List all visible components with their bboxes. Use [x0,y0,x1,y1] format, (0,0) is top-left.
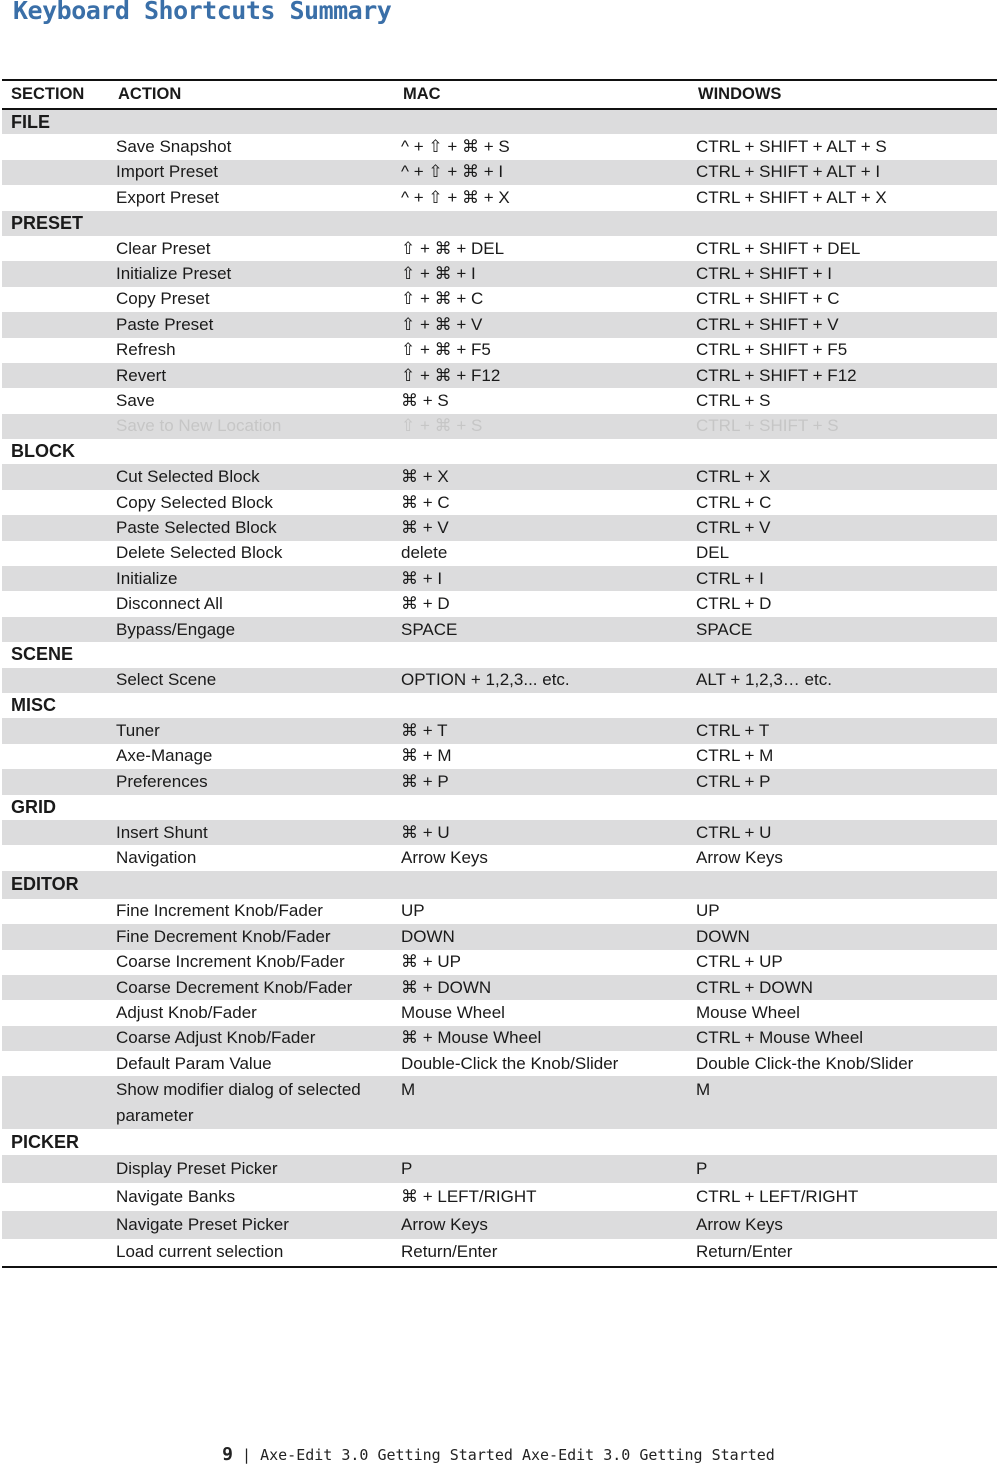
action-cell: Fine Decrement Knob/Fader [109,924,394,949]
empty-cell [394,693,689,718]
empty-cell [2,950,109,975]
windows-shortcut-cell: CTRL + T [689,718,997,743]
action-cell: Preferences [109,769,394,794]
windows-shortcut-cell: CTRL + SHIFT + ALT + S [696,137,887,157]
section-row-grid [2,795,997,820]
action-cell: Cut Selected Block [109,464,394,489]
mac-shortcut-cell: ⌘ + S [401,390,449,410]
table-row [2,464,997,489]
table-row [2,566,997,591]
windows-shortcut-cell: SPACE [689,617,997,642]
empty-cell [689,109,997,134]
table-row [2,338,997,363]
table-row [2,769,997,794]
windows-shortcut-cell: CTRL + M [696,746,774,766]
windows-shortcut-cell: CTRL + SHIFT + DEL [696,238,861,258]
mac-shortcut-cell: ⇧ + ⌘ + I [394,261,689,286]
empty-cell [109,109,394,134]
table-body [2,109,997,1267]
section-row-editor [2,871,997,899]
empty-cell [394,642,689,667]
table-row [2,1000,997,1025]
section-row-block [2,439,997,464]
empty-cell [2,515,109,540]
table-row [2,388,997,413]
empty-cell [394,1129,689,1154]
mac-shortcut-cell: ⌘ + P [394,769,689,794]
section-label: GRID [11,796,56,817]
empty-cell [109,795,394,820]
section-label: BLOCK [11,441,75,462]
table-row [2,541,997,566]
empty-cell [689,642,997,667]
empty-cell [2,185,109,210]
table-header-row [2,80,997,109]
empty-cell [2,388,109,413]
mac-shortcut-cell: ⌘ + LEFT/RIGHT [401,1186,537,1206]
table-row [2,134,997,159]
windows-shortcut-cell: CTRL + SHIFT + ALT + I [689,160,997,185]
mac-shortcut-cell: ^ + ⇧ + ⌘ + X [401,187,510,207]
action-cell: Axe-Manage [116,746,213,766]
empty-cell [2,261,109,286]
table-row [2,414,997,439]
mac-shortcut-cell: ⇧ + ⌘ + C [401,289,484,309]
action-cell: Clear Preset [116,238,211,258]
action-cell: Initialize Preset [109,261,394,286]
windows-shortcut-cell: CTRL + SHIFT + C [696,289,840,309]
windows-shortcut-cell: CTRL + LEFT/RIGHT [696,1186,859,1206]
empty-cell [2,363,109,388]
empty-cell [689,211,997,236]
empty-cell [2,769,109,794]
action-cell: Save to New Location [109,414,394,439]
empty-cell [2,744,109,769]
action-cell: Save [116,390,155,410]
column-header-action: ACTION [118,85,182,103]
table-row [2,924,997,949]
action-cell: Navigate Preset Picker [109,1211,394,1239]
windows-shortcut-cell: CTRL + SHIFT + V [689,312,997,337]
empty-cell [2,1211,109,1239]
empty-cell [2,414,109,439]
action-cell: Insert Shunt [109,820,394,845]
windows-shortcut-cell: Double Click-the Knob/Slider [696,1053,914,1073]
table-row [2,1239,997,1267]
mac-shortcut-cell: ^ + ⇧ + ⌘ + S [401,137,510,157]
mac-shortcut-cell: ⇧ + ⌘ + F5 [401,340,491,360]
windows-shortcut-cell: CTRL + X [689,464,997,489]
empty-cell [2,924,109,949]
section-row-scene [2,642,997,667]
mac-shortcut-cell: ⌘ + C [401,492,450,512]
mac-shortcut-cell: Return/Enter [401,1242,498,1262]
empty-cell [2,490,109,515]
mac-shortcut-cell: DOWN [394,924,689,949]
section-row-file [2,109,997,134]
action-cell: Show modifier dialog of selected parameter [109,1076,394,1129]
action-cell: Navigation [116,848,197,868]
table-row [2,160,997,185]
empty-cell [689,1129,997,1154]
windows-shortcut-cell: DOWN [689,924,997,949]
mac-shortcut-cell: ⇧ + ⌘ + V [394,312,689,337]
table-row [2,363,997,388]
empty-cell [2,338,109,363]
section-label: EDITOR [2,871,109,899]
action-cell: Disconnect All [116,594,223,614]
table-row [2,899,997,924]
column-header-mac: MAC [403,85,441,103]
windows-shortcut-cell: CTRL + S [696,390,771,410]
action-cell: Tuner [109,718,394,743]
mac-shortcut-cell: ⌘ + M [401,746,452,766]
windows-shortcut-cell: CTRL + UP [696,952,783,972]
action-cell: Initialize [109,566,394,591]
action-cell: Coarse Adjust Knob/Fader [109,1026,394,1051]
action-cell: Coarse Decrement Knob/Fader [109,975,394,1000]
empty-cell [2,236,109,261]
action-cell: Delete Selected Block [116,543,283,563]
footer-text: | Axe-Edit 3.0 Getting Started Axe-Edit 3.0 Getting Started [232,1446,775,1464]
section-row-picker [2,1129,997,1154]
table-row [2,490,997,515]
table-row [2,718,997,743]
empty-cell [2,1000,109,1025]
action-cell: Load current selection [116,1242,284,1262]
windows-shortcut-cell: ALT + 1,2,3… etc. [689,668,997,693]
windows-shortcut-cell: CTRL + P [689,769,997,794]
table-row [2,1155,997,1183]
action-cell: Copy Selected Block [116,492,273,512]
windows-shortcut-cell: CTRL + U [689,820,997,845]
action-cell: Fine Increment Knob/Fader [116,901,323,921]
page-footer [0,1444,997,1465]
section-label: FILE [2,109,109,134]
table-row [2,617,997,642]
empty-cell [689,871,997,899]
empty-cell [689,795,997,820]
table-row [2,236,997,261]
table-row [2,1026,997,1051]
action-cell: Refresh [116,340,176,360]
mac-shortcut-cell: ⇧ + ⌘ + S [394,414,689,439]
column-header-windows: WINDOWS [698,85,782,103]
section-label: PRESET [2,211,109,236]
empty-cell [2,1183,109,1211]
section-row-misc [2,693,997,718]
section-label: SCENE [11,644,74,665]
action-cell: Save Snapshot [116,137,232,157]
empty-cell [2,1155,109,1183]
empty-cell [689,439,997,464]
windows-shortcut-cell: P [689,1155,997,1183]
mac-shortcut-cell: P [394,1155,689,1183]
table-row [2,744,997,769]
table-row [2,668,997,693]
windows-shortcut-cell: CTRL + SHIFT + I [689,261,997,286]
mac-shortcut-cell: M [394,1076,689,1129]
action-cell: Navigate Banks [116,1186,236,1206]
empty-cell [2,160,109,185]
mac-shortcut-cell: ⌘ + I [394,566,689,591]
empty-cell [689,693,997,718]
windows-shortcut-cell: Mouse Wheel [696,1002,800,1022]
action-cell: Import Preset [109,160,394,185]
mac-shortcut-cell: ⌘ + Mouse Wheel [394,1026,689,1051]
action-cell: Bypass/Engage [109,617,394,642]
table-row [2,591,997,616]
empty-cell [2,541,109,566]
windows-shortcut-cell: Arrow Keys [689,1211,997,1239]
mac-shortcut-cell: ⌘ + DOWN [394,975,689,1000]
empty-cell [2,134,109,159]
empty-cell [2,1076,109,1129]
empty-cell [2,287,109,312]
empty-cell [2,899,109,924]
empty-cell [109,642,394,667]
table-row [2,312,997,337]
windows-shortcut-cell: Arrow Keys [696,848,783,868]
action-cell: Adjust Knob/Fader [116,1002,257,1022]
windows-shortcut-cell: CTRL + I [689,566,997,591]
mac-shortcut-cell: ^ + ⇧ + ⌘ + I [394,160,689,185]
empty-cell [2,312,109,337]
empty-cell [2,718,109,743]
page-number: 9 [222,1444,233,1465]
empty-cell [2,820,109,845]
table-row [2,1183,997,1211]
action-cell: Export Preset [116,187,219,207]
mac-shortcut-cell: ⌘ + X [394,464,689,489]
windows-shortcut-cell: Return/Enter [696,1242,793,1262]
mac-shortcut-cell: Double-Click the Knob/Slider [401,1053,619,1073]
empty-cell [2,1026,109,1051]
windows-shortcut-cell: M [689,1076,997,1129]
action-cell: Revert [109,363,394,388]
empty-cell [2,566,109,591]
windows-shortcut-cell: CTRL + Mouse Wheel [689,1026,997,1051]
windows-shortcut-cell: CTRL + SHIFT + F12 [689,363,997,388]
empty-cell [2,668,109,693]
mac-shortcut-cell: ⌘ + U [394,820,689,845]
empty-cell [2,591,109,616]
table-row [2,845,997,870]
action-cell: Default Param Value [116,1053,272,1073]
section-row-preset [2,211,997,236]
windows-shortcut-cell: CTRL + C [696,492,772,512]
mac-shortcut-cell: Mouse Wheel [401,1002,505,1022]
section-label: MISC [11,695,56,716]
empty-cell [394,109,689,134]
action-cell: Paste Selected Block [109,515,394,540]
windows-shortcut-cell: CTRL + SHIFT + F5 [696,340,848,360]
mac-shortcut-cell: ⇧ + ⌘ + DEL [401,238,505,258]
page-title: Keyboard Shortcuts Summary [13,0,392,25]
table-row [2,1076,997,1129]
windows-shortcut-cell: CTRL + D [696,594,772,614]
action-cell: Copy Preset [116,289,210,309]
table-row [2,1211,997,1239]
mac-shortcut-cell: ⌘ + T [394,718,689,743]
empty-cell [109,439,394,464]
empty-cell [2,1239,109,1267]
table-row [2,975,997,1000]
mac-shortcut-cell: Arrow Keys [401,848,488,868]
mac-shortcut-cell: delete [401,543,448,563]
empty-cell [394,439,689,464]
table-row [2,287,997,312]
mac-shortcut-cell: SPACE [394,617,689,642]
table-row [2,820,997,845]
column-header-section: SECTION [11,85,85,103]
empty-cell [2,617,109,642]
section-label: PICKER [11,1131,80,1152]
empty-cell [109,871,394,899]
empty-cell [109,693,394,718]
empty-cell [394,871,689,899]
table-row [2,1051,997,1076]
shortcuts-table [2,79,997,1268]
action-cell: Select Scene [109,668,394,693]
windows-shortcut-cell: CTRL + SHIFT + ALT + X [696,187,887,207]
action-cell: Paste Preset [109,312,394,337]
windows-shortcut-cell: DEL [696,543,730,563]
empty-cell [2,975,109,1000]
empty-cell [394,795,689,820]
table-row [2,261,997,286]
mac-shortcut-cell: OPTION + 1,2,3... etc. [394,668,689,693]
empty-cell [2,1051,109,1076]
mac-shortcut-cell: UP [401,901,425,921]
empty-cell [394,211,689,236]
action-cell: Display Preset Picker [109,1155,394,1183]
windows-shortcut-cell: CTRL + DOWN [689,975,997,1000]
mac-shortcut-cell: ⌘ + V [394,515,689,540]
empty-cell [2,845,109,870]
table-row [2,950,997,975]
table-row [2,515,997,540]
windows-shortcut-cell: UP [696,901,720,921]
action-cell: Coarse Increment Knob/Fader [116,952,345,972]
empty-cell [109,1129,394,1154]
windows-shortcut-cell: CTRL + SHIFT + S [689,414,997,439]
empty-cell [2,464,109,489]
empty-cell [109,211,394,236]
mac-shortcut-cell: ⌘ + D [401,594,450,614]
mac-shortcut-cell: Arrow Keys [394,1211,689,1239]
mac-shortcut-cell: ⌘ + UP [401,952,461,972]
mac-shortcut-cell: ⇧ + ⌘ + F12 [394,363,689,388]
windows-shortcut-cell: CTRL + V [689,515,997,540]
table-row [2,185,997,210]
